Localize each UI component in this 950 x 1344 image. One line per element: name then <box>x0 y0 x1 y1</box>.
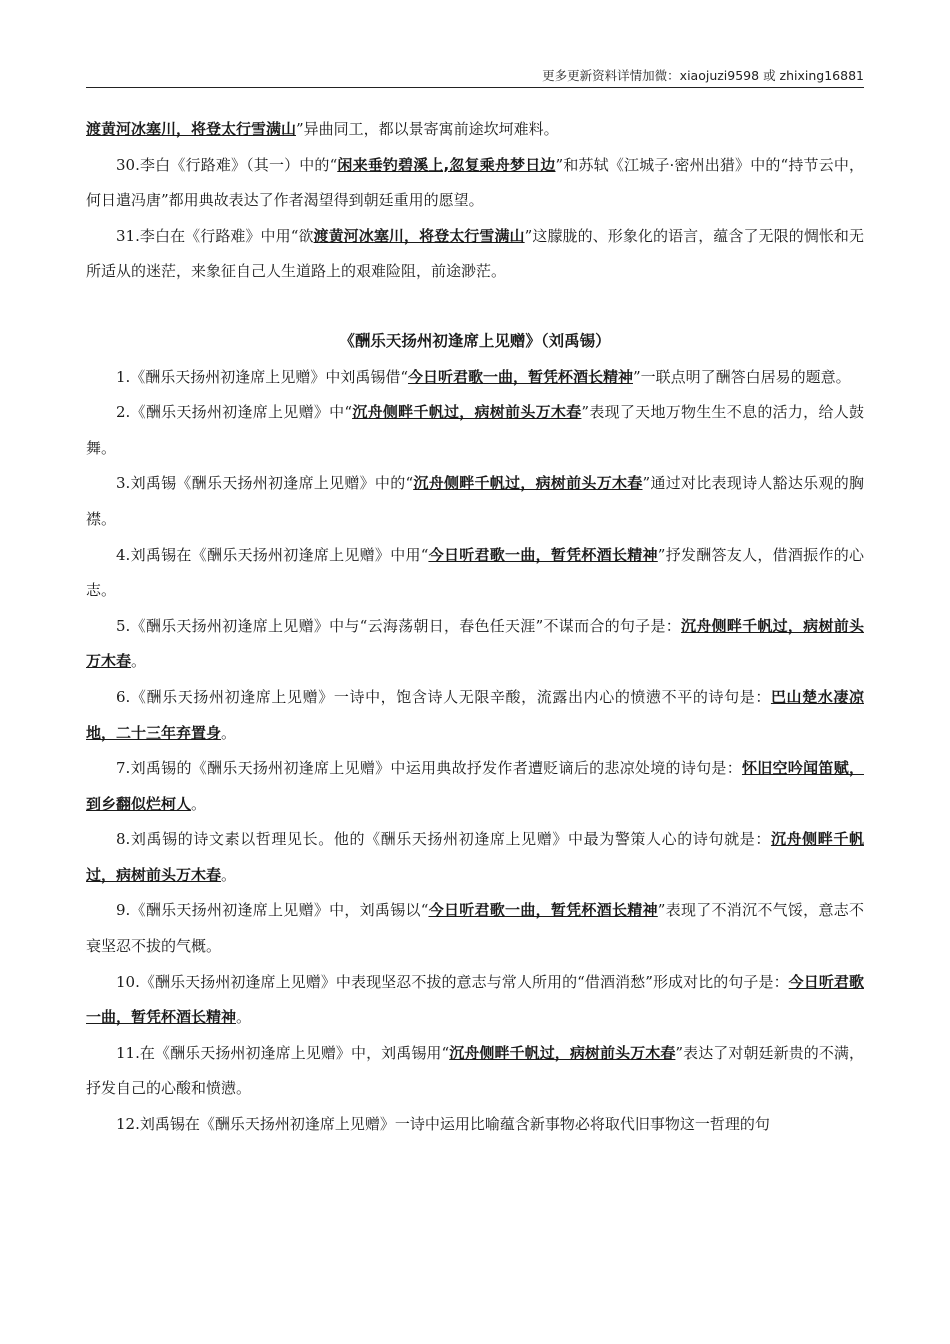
question-text: 。 <box>221 723 237 742</box>
question-text: ”这朦胧的、形象化的语言，蕴含了无限的惆怅和无所适从的迷茫，来象征自己人生道路上的艰难险阻，前途渺茫。 <box>86 226 864 281</box>
question-item <box>86 1107 864 1143</box>
question-text: 8.刘禹锡的诗文素以哲理见长。他的《酬乐天扬州初逢席上见赠》中最为警策人心的诗句就是： <box>116 830 771 849</box>
question-item <box>86 893 864 964</box>
continued-paragraph <box>86 112 864 148</box>
question-text: 1.《酬乐天扬州初逢席上见赠》中刘禹锡借“ <box>116 367 408 386</box>
question-text: 12.刘禹锡在《酬乐天扬州初逢席上见赠》一诗中运用比喻蕴含新事物必将取代旧事物这一哲理的句 <box>116 1115 770 1134</box>
question-text: 。 <box>131 652 147 671</box>
question-text: 9.《酬乐天扬州初逢席上见赠》中，刘禹锡以“ <box>116 901 429 920</box>
question-text: 2.《酬乐天扬州初逢席上见赠》中“ <box>116 403 353 422</box>
question-text: ”抒发酬答友人，借酒振作的心志。 <box>86 545 864 600</box>
answer-text: 今日听君歌一曲，暂凭杯酒长精神 <box>407 367 633 386</box>
answer-text: 怀旧空吟闻笛赋，到乡翻似烂柯人 <box>86 759 864 813</box>
question-item-30 <box>86 148 864 219</box>
page-header: 更多更新资料详情加微：xiaojuzi9598 或 zhixing16881 <box>542 68 864 83</box>
question-text: 。 <box>236 1008 252 1027</box>
question-text: 30.李白《行路难》（其一）中的“ <box>116 155 338 174</box>
question-item <box>86 538 864 609</box>
question-item <box>86 1036 864 1107</box>
answer-text: 渡黄河冰塞川，将登太行雪满山 <box>86 120 297 138</box>
question-text: 11.在《酬乐天扬州初逢席上见赠》中，刘禹锡用“ <box>116 1043 450 1062</box>
question-text: 31.李白在《行路难》中用“欲 <box>116 226 314 245</box>
question-text: 。 <box>221 865 237 884</box>
answer-text: 沉舟侧畔千帆过，病树前头万木春 <box>352 403 582 422</box>
question-text: 3.刘禹锡《酬乐天扬州初逢席上见赠》中的“ <box>116 474 414 493</box>
question-text: ”表现了不消沉不气馁，意志不衰坚忍不拔的气概。 <box>86 901 864 956</box>
document-body <box>86 112 864 1143</box>
answer-text: 沉舟侧畔千帆过，病树前头万木春 <box>449 1043 676 1062</box>
question-item <box>86 466 864 537</box>
question-text: 10.《酬乐天扬州初逢席上见赠》中表现坚忍不拔的意志与常人所用的“借酒消愁”形成对比的句子是： <box>116 972 789 991</box>
question-item <box>86 680 864 751</box>
answer-text: 沉舟侧畔千帆过，病树前头万木春 <box>86 616 864 671</box>
header-divider <box>86 87 864 88</box>
question-text: ”一联点明了酬答白居易的题意。 <box>633 367 851 386</box>
question-text: ”表现了天地万物生生不息的活力，给人鼓舞。 <box>86 403 864 457</box>
question-text: 5.《酬乐天扬州初逢席上见赠》中与“云海荡朝日，春色任天涯”不谋而合的句子是： <box>116 616 681 635</box>
question-text: 4.刘禹锡在《酬乐天扬州初逢席上见赠》中用“ <box>116 545 429 564</box>
question-item <box>86 822 864 893</box>
answer-text: 沉舟侧畔千帆过，病树前头万木春 <box>86 830 864 884</box>
question-text: 6.《酬乐天扬州初逢席上见赠》一诗中，饱含诗人无限辛酸，流露出内心的愤懑不平的诗句是： <box>116 687 771 706</box>
answer-text: 今日听君歌一曲，暂凭杯酒长精神 <box>86 972 864 1027</box>
answer-text: 巴山楚水凄凉地，二十三年弃置身 <box>86 687 864 742</box>
answer-text: 今日听君歌一曲，暂凭杯酒长精神 <box>428 901 658 920</box>
answer-text: 闲来垂钓碧溪上,忽复乘舟梦日边 <box>337 155 556 174</box>
question-text: ”表达了对朝廷新贵的不满，抒发自己的心酸和愤懑。 <box>86 1043 865 1098</box>
paragraph-text: ”异曲同工，都以景寄寓前途坎坷难料。 <box>296 120 559 138</box>
question-text: 7.刘禹锡的《酬乐天扬州初逢席上见赠》中运用典故抒发作者遭贬谪后的悲凉处境的诗句是： <box>116 759 742 778</box>
question-item <box>86 360 864 396</box>
question-text: 。 <box>191 794 207 813</box>
answer-text: 今日听君歌一曲，暂凭杯酒长精神 <box>428 545 658 564</box>
question-item-31 <box>86 219 864 290</box>
section-title: 《酬乐天扬州初逢席上见赠》（刘禹锡） <box>339 331 611 350</box>
answer-text: 沉舟侧畔千帆过，病树前头万木春 <box>413 474 643 493</box>
question-text: ”和苏轼《江城子·密州出猎》中的“持节云中，何日遣冯唐”都用典故表达了作者渴望得到朝廷重用的愿望。 <box>86 155 864 210</box>
question-item <box>86 965 864 1036</box>
question-item <box>86 395 864 466</box>
answer-text: 渡黄河冰塞川，将登太行雪满山 <box>313 226 525 245</box>
question-item <box>86 751 864 822</box>
question-item <box>86 609 864 680</box>
question-text: ”通过对比表现诗人豁达乐观的胸襟。 <box>86 474 864 528</box>
